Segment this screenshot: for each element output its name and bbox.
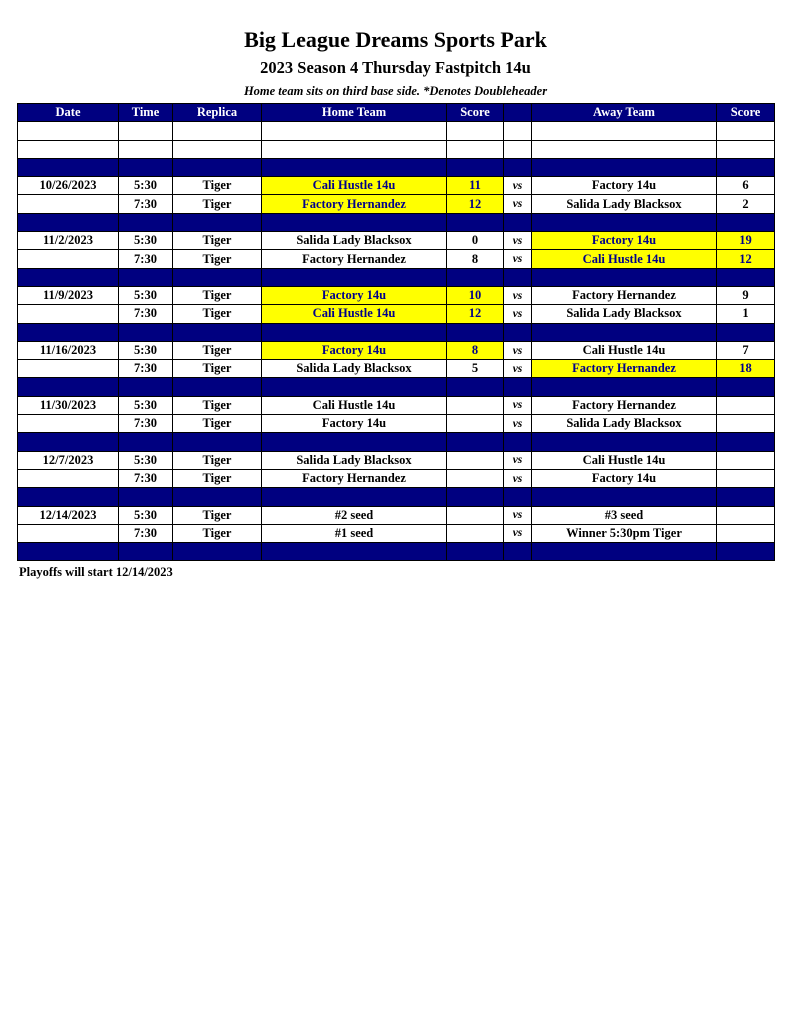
game-row — [18, 305, 775, 323]
field-cell: Tiger — [173, 177, 262, 195]
game-date-cell: 10/26/2023 — [18, 177, 119, 195]
empty-cell — [447, 140, 504, 158]
home-team-cell: Factory 14u — [262, 341, 447, 359]
game-row — [18, 341, 775, 359]
separator-cell — [532, 433, 717, 451]
separator-cell — [504, 433, 532, 451]
blank-row — [18, 122, 775, 140]
field-cell: Tiger — [173, 415, 262, 433]
home-score-cell: 10 — [447, 286, 504, 304]
separator-cell — [532, 268, 717, 286]
home-team-cell: Salida Lady Blacksox — [262, 360, 447, 378]
game-time-cell: 7:30 — [119, 469, 173, 487]
home-team-cell: Salida Lady Blacksox — [262, 232, 447, 250]
vs-cell: vs — [504, 250, 532, 268]
home-team-cell: Factory Hernandez — [262, 195, 447, 213]
separator-cell — [717, 323, 775, 341]
game-date-cell: 12/7/2023 — [18, 451, 119, 469]
empty-cell — [18, 140, 119, 158]
empty-cell — [262, 122, 447, 140]
game-time-cell: 5:30 — [119, 232, 173, 250]
empty-cell — [173, 140, 262, 158]
field-cell: Tiger — [173, 451, 262, 469]
separator-cell — [119, 213, 173, 231]
separator-cell — [119, 378, 173, 396]
empty-cell — [717, 140, 775, 158]
home-score-cell — [447, 396, 504, 414]
game-row — [18, 524, 775, 542]
vs-cell: vs — [504, 305, 532, 323]
field-cell: Tiger — [173, 469, 262, 487]
separator-cell — [717, 268, 775, 286]
away-score-cell — [717, 396, 775, 414]
home-team-cell: Salida Lady Blacksox — [262, 451, 447, 469]
game-time-cell: 7:30 — [119, 360, 173, 378]
home-team-cell: Factory Hernandez — [262, 250, 447, 268]
page-title: Big League Dreams Sports Park — [244, 27, 547, 52]
home-score-cell: 11 — [447, 177, 504, 195]
away-score-cell: 19 — [717, 232, 775, 250]
away-score-cell — [717, 415, 775, 433]
col-header-away-score: Score — [717, 104, 775, 122]
separator-cell — [504, 158, 532, 176]
separator-cell — [262, 323, 447, 341]
separator-cell — [504, 488, 532, 506]
separator-cell — [262, 378, 447, 396]
separator-cell — [173, 213, 262, 231]
away-score-cell: 1 — [717, 305, 775, 323]
week-separator-row — [18, 323, 775, 341]
separator-cell — [532, 158, 717, 176]
separator-cell — [262, 433, 447, 451]
vs-cell: vs — [504, 195, 532, 213]
separator-cell — [717, 543, 775, 561]
separator-cell — [18, 433, 119, 451]
away-team-cell: Salida Lady Blacksox — [532, 305, 717, 323]
separator-cell — [447, 213, 504, 231]
empty-cell — [532, 140, 717, 158]
vs-cell: vs — [504, 415, 532, 433]
schedule-body — [18, 122, 775, 561]
separator-cell — [717, 158, 775, 176]
home-score-cell: 8 — [447, 250, 504, 268]
empty-cell — [18, 122, 119, 140]
field-cell: Tiger — [173, 396, 262, 414]
away-score-cell: 12 — [717, 250, 775, 268]
home-team-cell: Factory Hernandez — [262, 469, 447, 487]
away-team-cell: Factory Hernandez — [532, 360, 717, 378]
game-row — [18, 396, 775, 414]
week-separator-row — [18, 488, 775, 506]
away-team-cell: #3 seed — [532, 506, 717, 524]
home-team-cell: #2 seed — [262, 506, 447, 524]
blank-row — [18, 140, 775, 158]
empty-cell — [447, 122, 504, 140]
empty-cell — [262, 140, 447, 158]
home-score-cell: 8 — [447, 341, 504, 359]
week-separator-row — [18, 378, 775, 396]
vs-cell: vs — [504, 232, 532, 250]
game-row — [18, 232, 775, 250]
game-time-cell: 7:30 — [119, 195, 173, 213]
vs-cell: vs — [504, 360, 532, 378]
away-team-cell: Factory Hernandez — [532, 286, 717, 304]
game-row — [18, 415, 775, 433]
home-team-cell: Factory 14u — [262, 415, 447, 433]
separator-cell — [262, 543, 447, 561]
away-score-cell: 9 — [717, 286, 775, 304]
separator-cell — [18, 268, 119, 286]
separator-cell — [447, 323, 504, 341]
away-team-cell: Cali Hustle 14u — [532, 250, 717, 268]
separator-cell — [119, 543, 173, 561]
home-score-cell — [447, 524, 504, 542]
week-separator-row — [18, 268, 775, 286]
home-team-cell: Cali Hustle 14u — [262, 305, 447, 323]
separator-cell — [532, 488, 717, 506]
game-time-cell: 7:30 — [119, 415, 173, 433]
field-cell: Tiger — [173, 232, 262, 250]
game-date-cell: 11/2/2023 — [18, 232, 119, 250]
game-date-cell: 11/30/2023 — [18, 396, 119, 414]
game-time-cell: 7:30 — [119, 305, 173, 323]
col-header-home-score: Score — [447, 104, 504, 122]
home-score-cell: 0 — [447, 232, 504, 250]
separator-cell — [18, 213, 119, 231]
game-date-cell — [18, 195, 119, 213]
field-cell: Tiger — [173, 286, 262, 304]
separator-cell — [262, 268, 447, 286]
game-date-cell: 11/16/2023 — [18, 341, 119, 359]
playoffs-note: Playoffs will start 12/14/2023 — [19, 565, 173, 579]
separator-cell — [504, 378, 532, 396]
separator-cell — [717, 378, 775, 396]
empty-cell — [119, 122, 173, 140]
separator-cell — [119, 268, 173, 286]
separator-cell — [504, 268, 532, 286]
away-score-cell — [717, 524, 775, 542]
home-score-cell — [447, 469, 504, 487]
separator-cell — [18, 158, 119, 176]
away-team-cell: Factory 14u — [532, 469, 717, 487]
vs-cell: vs — [504, 506, 532, 524]
away-score-cell: 18 — [717, 360, 775, 378]
away-score-cell — [717, 469, 775, 487]
field-cell: Tiger — [173, 195, 262, 213]
game-date-cell — [18, 250, 119, 268]
home-team-cell: #1 seed — [262, 524, 447, 542]
away-team-cell: Factory 14u — [532, 177, 717, 195]
game-time-cell: 5:30 — [119, 341, 173, 359]
away-score-cell: 6 — [717, 177, 775, 195]
week-separator-row — [18, 433, 775, 451]
col-header-away-team: Away Team — [532, 104, 717, 122]
field-cell: Tiger — [173, 341, 262, 359]
schedule-note: Home team sits on third base side. *Denotes Doubleheader — [243, 84, 548, 98]
game-date-cell — [18, 360, 119, 378]
home-team-cell: Cali Hustle 14u — [262, 396, 447, 414]
vs-cell: vs — [504, 341, 532, 359]
separator-cell — [173, 488, 262, 506]
week-separator-row — [18, 543, 775, 561]
away-score-cell — [717, 506, 775, 524]
game-time-cell: 7:30 — [119, 524, 173, 542]
empty-cell — [173, 122, 262, 140]
home-score-cell — [447, 451, 504, 469]
game-date-cell — [18, 469, 119, 487]
game-time-cell: 5:30 — [119, 506, 173, 524]
separator-cell — [504, 213, 532, 231]
col-header-time: Time — [119, 104, 173, 122]
game-row — [18, 286, 775, 304]
away-score-cell: 2 — [717, 195, 775, 213]
away-team-cell: Salida Lady Blacksox — [532, 415, 717, 433]
separator-cell — [173, 268, 262, 286]
game-date-cell: 12/14/2023 — [18, 506, 119, 524]
separator-cell — [173, 433, 262, 451]
vs-cell: vs — [504, 451, 532, 469]
col-header-date: Date — [18, 104, 119, 122]
game-time-cell: 5:30 — [119, 451, 173, 469]
home-score-cell — [447, 506, 504, 524]
separator-cell — [532, 378, 717, 396]
away-team-cell: Factory Hernandez — [532, 396, 717, 414]
separator-cell — [262, 213, 447, 231]
home-team-cell: Factory 14u — [262, 286, 447, 304]
field-cell: Tiger — [173, 506, 262, 524]
separator-cell — [18, 378, 119, 396]
game-row — [18, 469, 775, 487]
game-row — [18, 451, 775, 469]
home-score-cell — [447, 415, 504, 433]
game-row — [18, 195, 775, 213]
separator-cell — [119, 158, 173, 176]
empty-cell — [504, 140, 532, 158]
home-score-cell: 12 — [447, 195, 504, 213]
separator-cell — [18, 543, 119, 561]
game-date-cell — [18, 305, 119, 323]
empty-cell — [717, 122, 775, 140]
field-cell: Tiger — [173, 524, 262, 542]
separator-cell — [18, 488, 119, 506]
separator-cell — [447, 543, 504, 561]
empty-cell — [532, 122, 717, 140]
away-team-cell: Cali Hustle 14u — [532, 451, 717, 469]
col-header-vs — [504, 104, 532, 122]
vs-cell: vs — [504, 524, 532, 542]
separator-cell — [119, 488, 173, 506]
separator-cell — [447, 378, 504, 396]
away-score-cell: 7 — [717, 341, 775, 359]
page-subtitle: 2023 Season 4 Thursday Fastpitch 14u — [260, 58, 531, 77]
separator-cell — [173, 158, 262, 176]
separator-cell — [262, 488, 447, 506]
separator-cell — [173, 378, 262, 396]
field-cell: Tiger — [173, 250, 262, 268]
col-header-home-team: Home Team — [262, 104, 447, 122]
home-score-cell: 5 — [447, 360, 504, 378]
vs-cell: vs — [504, 286, 532, 304]
game-row — [18, 177, 775, 195]
separator-cell — [717, 433, 775, 451]
separator-cell — [717, 213, 775, 231]
away-score-cell — [717, 451, 775, 469]
home-team-cell: Cali Hustle 14u — [262, 177, 447, 195]
separator-cell — [262, 158, 447, 176]
empty-cell — [504, 122, 532, 140]
home-score-cell: 12 — [447, 305, 504, 323]
separator-cell — [119, 433, 173, 451]
game-time-cell: 7:30 — [119, 250, 173, 268]
game-date-cell: 11/9/2023 — [18, 286, 119, 304]
game-row — [18, 506, 775, 524]
col-header-replica: Replica — [173, 104, 262, 122]
schedule-table — [17, 103, 775, 561]
empty-cell — [119, 140, 173, 158]
game-row — [18, 360, 775, 378]
separator-cell — [173, 323, 262, 341]
vs-cell: vs — [504, 469, 532, 487]
game-time-cell: 5:30 — [119, 286, 173, 304]
separator-cell — [532, 543, 717, 561]
vs-cell: vs — [504, 396, 532, 414]
away-team-cell: Winner 5:30pm Tiger — [532, 524, 717, 542]
separator-cell — [173, 543, 262, 561]
game-time-cell: 5:30 — [119, 396, 173, 414]
week-separator-row — [18, 213, 775, 231]
vs-cell: vs — [504, 177, 532, 195]
separator-cell — [18, 323, 119, 341]
separator-cell — [504, 323, 532, 341]
separator-cell — [717, 488, 775, 506]
separator-cell — [532, 213, 717, 231]
separator-cell — [447, 433, 504, 451]
week-separator-row — [18, 158, 775, 176]
separator-cell — [447, 488, 504, 506]
away-team-cell: Factory 14u — [532, 232, 717, 250]
separator-cell — [447, 268, 504, 286]
field-cell: Tiger — [173, 305, 262, 323]
game-row — [18, 250, 775, 268]
separator-cell — [504, 543, 532, 561]
separator-cell — [119, 323, 173, 341]
away-team-cell: Cali Hustle 14u — [532, 341, 717, 359]
field-cell: Tiger — [173, 360, 262, 378]
separator-cell — [447, 158, 504, 176]
table-header-row — [18, 104, 775, 122]
away-team-cell: Salida Lady Blacksox — [532, 195, 717, 213]
separator-cell — [532, 323, 717, 341]
game-time-cell: 5:30 — [119, 177, 173, 195]
game-date-cell — [18, 524, 119, 542]
game-date-cell — [18, 415, 119, 433]
